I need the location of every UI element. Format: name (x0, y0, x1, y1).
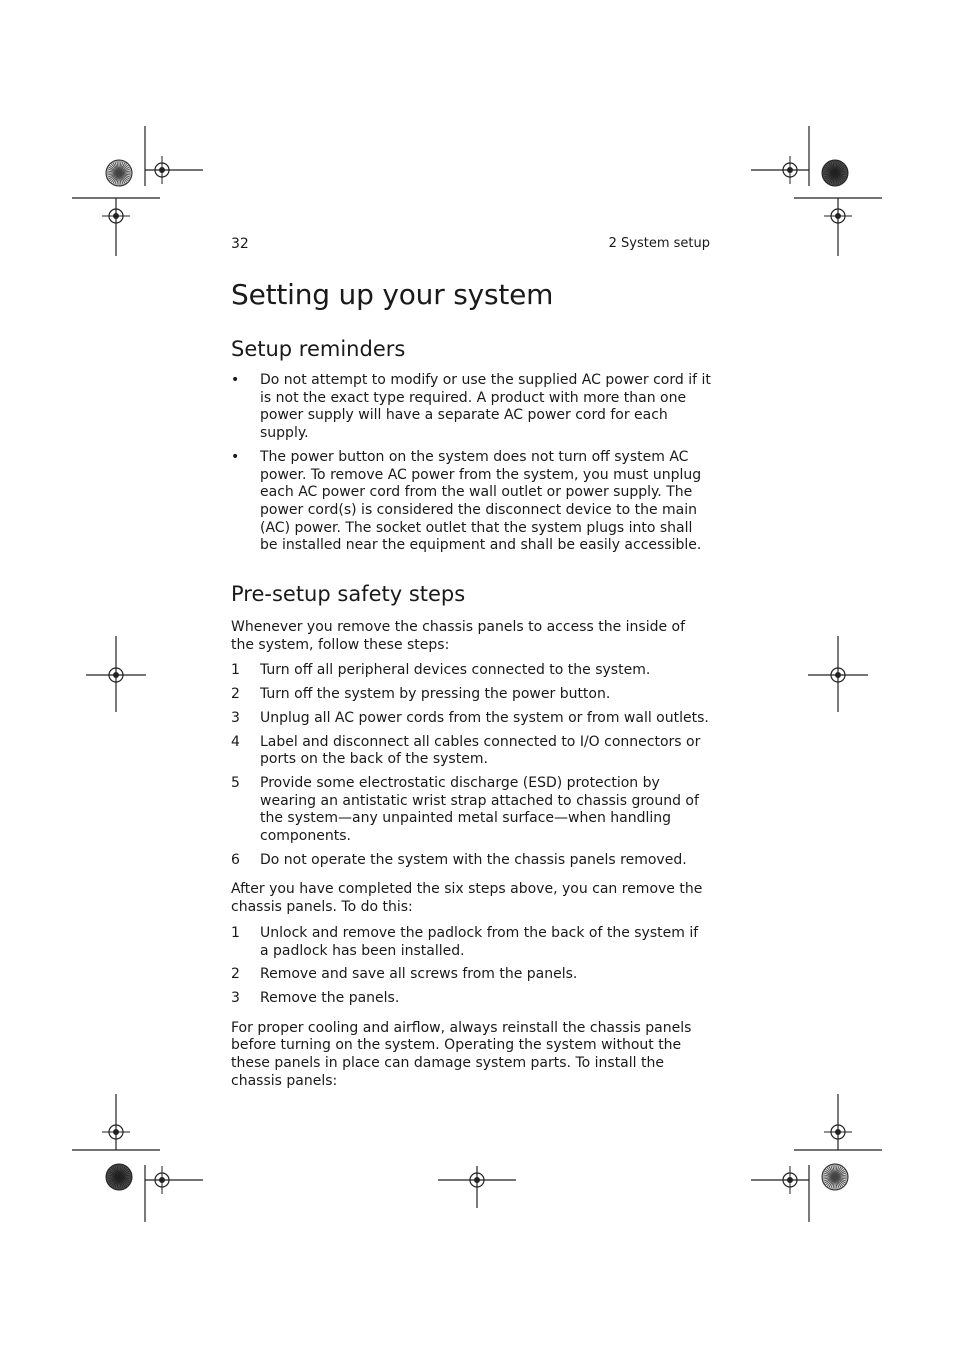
remove-panels-list (231, 925, 711, 1008)
crosshair-registration-icon (776, 1166, 804, 1194)
list-item (231, 775, 711, 846)
after-paragraph: After you have completed the six steps above, you can remove the chassis panels. To do this: (231, 881, 703, 916)
section-heading-pre-setup: Pre-setup safety steps (231, 582, 466, 607)
list-item (231, 925, 711, 960)
section-heading-setup-reminders: Setup reminders (231, 337, 406, 361)
list-item-text: Unplug all AC power cords from the system or from wall outlets. (260, 709, 709, 726)
step-number: 6 (231, 851, 240, 868)
starburst-icon (106, 160, 132, 186)
page-content (231, 278, 711, 1099)
crosshair-registration-icon (102, 202, 130, 230)
crosshair-registration-icon (824, 1118, 852, 1146)
list-item-text: Unlock and remove the padlock from the back of the system if a padlock has been installed. (260, 924, 699, 959)
page-number: 32 (231, 236, 249, 252)
list-item (231, 852, 711, 870)
list-item-text: Provide some electrostatic discharge (ESD) protection by wearing an antistatic wrist strap attached to chassis ground of the system—any unpainted metal surface—when handling components. (260, 774, 699, 845)
step-number: 4 (231, 733, 240, 750)
crosshair-registration-icon (824, 661, 852, 689)
closing-paragraph: For proper cooling and airflow, always reinstall the chassis panels before turning on the system. Operating the system without the these panels in place can damage system parts. To install the chassis panels: (231, 1019, 692, 1089)
list-item (231, 990, 711, 1008)
list-item (231, 734, 711, 769)
list-item-text: The power button on the system does not turn off system AC power. To remove AC power from the system, you must unplug each AC power cord from the wall outlet or power supply. The power cord(s) is considered the disconnect device to the main (AC) power. The socket outlet that the system plugs into shall be installed near the equipment and shall be easily accessible. (260, 448, 702, 554)
list-item (231, 686, 711, 704)
crosshair-registration-icon (824, 202, 852, 230)
list-item-text: Turn off the system by pressing the power button. (260, 686, 611, 703)
list-item (231, 372, 711, 443)
bullet-marker: • (231, 448, 240, 465)
step-number: 1 (231, 662, 240, 679)
crosshair-registration-icon (102, 661, 130, 689)
starburst-icon (106, 1164, 132, 1190)
crosshair-registration-icon (148, 156, 176, 184)
list-item (231, 449, 711, 555)
running-head: 2 System setup (608, 236, 710, 251)
step-number: 5 (231, 774, 240, 791)
starburst-icon (822, 1164, 848, 1190)
list-item (231, 710, 711, 728)
crosshair-registration-icon (102, 1118, 130, 1146)
step-number: 2 (231, 966, 240, 983)
starburst-icon (822, 160, 848, 186)
list-item-text: Do not attempt to modify or use the supplied AC power cord if it is not the exact type required. A product with more than one power supply will have a separate AC power cord for each supply. (260, 372, 711, 442)
step-number: 1 (231, 924, 240, 941)
list-item-text: Label and disconnect all cables connected to I/O connectors or ports on the back of the system. (260, 733, 701, 768)
list-item-text: Turn off all peripheral devices connected to the system. (260, 662, 651, 679)
list-item-text: Remove the panels. (260, 989, 400, 1006)
step-number: 3 (231, 989, 240, 1006)
intro-paragraph: Whenever you remove the chassis panels to access the inside of the system, follow these steps: (231, 619, 686, 653)
crosshair-registration-icon (776, 156, 804, 184)
step-number: 2 (231, 686, 240, 703)
list-item-text: Do not operate the system with the chassis panels removed. (260, 851, 687, 868)
list-item-text: Remove and save all screws from the panels. (260, 966, 578, 983)
crosshair-registration-icon (463, 1166, 491, 1194)
reminders-list (231, 372, 711, 555)
step-number: 3 (231, 709, 240, 726)
list-item (231, 662, 711, 680)
bullet-marker: • (231, 372, 240, 388)
page-title: Setting up your system (231, 278, 554, 311)
crosshair-registration-icon (148, 1166, 176, 1194)
list-item (231, 966, 711, 984)
safety-steps-list (231, 662, 711, 869)
